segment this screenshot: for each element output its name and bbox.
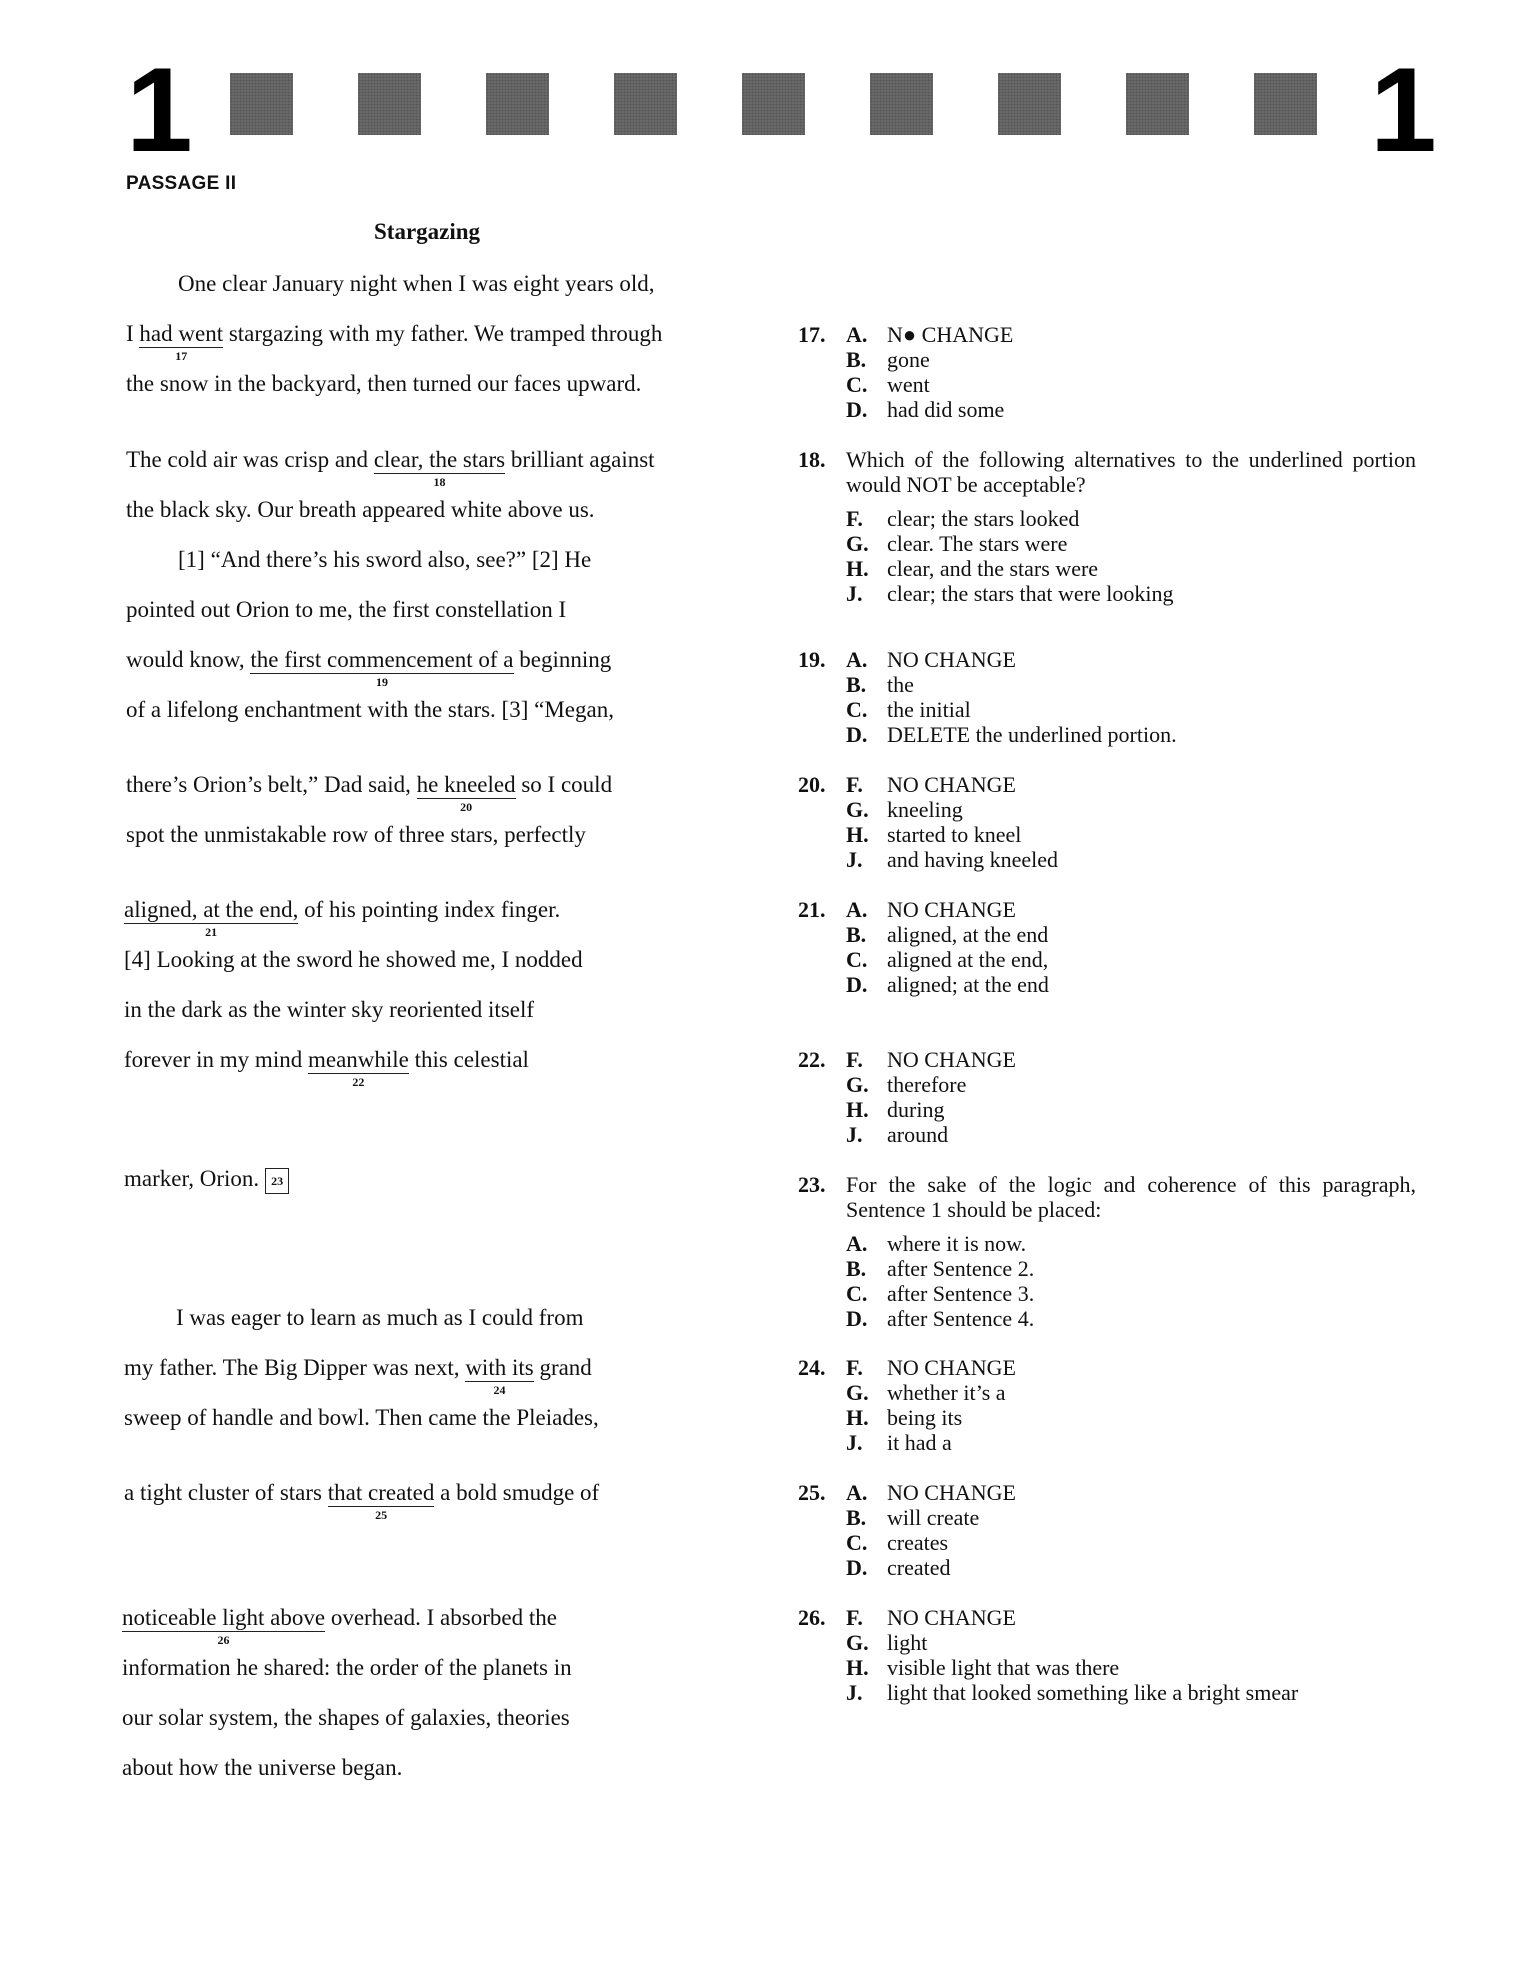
- passage-line: would know, the first commencement of a 19 beginning: [126, 647, 612, 689]
- answer-option[interactable]: D. aligned; at the end: [846, 972, 1049, 997]
- passage-line: forever in my mind meanwhile 22 this celestial: [124, 1047, 529, 1089]
- passage-line: in the dark as the winter sky reoriented itself: [124, 997, 535, 1022]
- passage-line: One clear January night when I was eight years old,: [178, 271, 655, 296]
- answer-option[interactable]: D. had did some: [846, 397, 1005, 422]
- question-stem: For the sake of the logic and coherence of this paragraph, Sentence 1 should be placed:: [846, 1172, 1416, 1222]
- header-block: [486, 73, 549, 135]
- underlined-portion-26[interactable]: noticeable light above 26: [122, 1605, 326, 1647]
- underlined-portion-25[interactable]: that created 25: [327, 1480, 435, 1522]
- answer-option[interactable]: J. around: [846, 1122, 949, 1147]
- underlined-portion-19[interactable]: the first commencement of a 19: [250, 647, 514, 689]
- passage-line: noticeable light above 26 overhead. I absorbed the: [122, 1605, 557, 1647]
- question-number: 21.: [798, 897, 826, 922]
- passage-line: aligned, at the end, 21 of his pointing index finger.: [124, 897, 561, 939]
- answer-option[interactable]: J. clear; the stars that were looking: [846, 581, 1174, 606]
- answer-option[interactable]: G. whether it’s a: [846, 1380, 1006, 1405]
- passage-line: the black sky. Our breath appeared white above us.: [126, 497, 595, 522]
- passage-line: my father. The Big Dipper was next, with its 24 grand: [124, 1355, 592, 1397]
- header-block: [998, 73, 1061, 135]
- question-number: 18.: [798, 447, 826, 472]
- answer-option[interactable]: D. after Sentence 4.: [846, 1306, 1035, 1331]
- answer-option[interactable]: H. visible light that was there: [846, 1655, 1120, 1680]
- underlined-portion-21[interactable]: aligned, at the end, 21: [124, 897, 299, 939]
- question-number: 23.: [798, 1172, 826, 1197]
- passage-line: of a lifelong enchantment with the stars. [3] “Megan,: [126, 697, 614, 722]
- answer-option[interactable]: A. NO CHANGE: [846, 647, 1016, 672]
- question-number: 25.: [798, 1480, 826, 1505]
- question-number: 26.: [798, 1605, 826, 1630]
- passage-line: information he shared: the order of the planets in: [122, 1655, 572, 1680]
- underlined-portion-22[interactable]: meanwhile 22: [307, 1047, 409, 1089]
- passage-line: pointed out Orion to me, the first constellation I: [126, 597, 567, 622]
- question-stem: Which of the following alternatives to the underlined portion would NOT be acceptable?: [846, 447, 1416, 497]
- answer-option[interactable]: F. NO CHANGE: [846, 1355, 1016, 1380]
- passage-line: marker, Orion. 23: [124, 1167, 289, 1194]
- header-block: [358, 73, 421, 135]
- passage-label: PASSAGE II: [126, 173, 237, 194]
- section-number-left: 1: [126, 43, 189, 177]
- answer-option[interactable]: H. started to kneel: [846, 822, 1022, 847]
- passage-line: sweep of handle and bowl. Then came the Pleiades,: [124, 1405, 599, 1430]
- answer-option[interactable]: B. after Sentence 2.: [846, 1256, 1035, 1281]
- answer-option[interactable]: C. the initial: [846, 697, 971, 722]
- answer-option[interactable]: H. being its: [846, 1405, 963, 1430]
- answer-option[interactable]: B. aligned, at the end: [846, 922, 1049, 947]
- header-block: [614, 73, 677, 135]
- underlined-portion-17[interactable]: had went 17: [139, 321, 224, 363]
- underlined-portion-20[interactable]: he kneeled 20: [416, 772, 516, 814]
- answer-option[interactable]: C. went: [846, 372, 930, 397]
- answer-option[interactable]: C. creates: [846, 1530, 949, 1555]
- question-number: 24.: [798, 1355, 826, 1380]
- answer-option[interactable]: C. aligned at the end,: [846, 947, 1049, 972]
- answer-option[interactable]: B. the: [846, 672, 914, 697]
- question-number: 20.: [798, 772, 826, 797]
- passage-line: there’s Orion’s belt,” Dad said, he kneeled 20 so I could: [126, 772, 613, 814]
- passage-line: The cold air was crisp and clear, the stars 18 brilliant against: [126, 447, 655, 489]
- answer-option[interactable]: D. created: [846, 1555, 951, 1580]
- header-block: [1254, 73, 1317, 135]
- header-block: [1126, 73, 1189, 135]
- answer-option[interactable]: D. DELETE the underlined portion.: [846, 722, 1177, 747]
- passage-line: a tight cluster of stars that created 25 a bold smudge of: [124, 1480, 600, 1522]
- header-block: [230, 73, 293, 135]
- passage-line: [4] Looking at the sword he showed me, I nodded: [124, 947, 583, 972]
- question-number: 22.: [798, 1047, 826, 1072]
- passage-line: the snow in the backyard, then turned our faces upward.: [126, 371, 642, 396]
- underlined-portion-24[interactable]: with its 24: [465, 1355, 534, 1397]
- passage-line: I had went 17 stargazing with my father. We tramped through: [126, 321, 663, 363]
- question-number: 17.: [798, 322, 826, 347]
- answer-option[interactable]: J. it had a: [846, 1430, 952, 1455]
- answer-option[interactable]: H. during: [846, 1097, 945, 1122]
- section-number-right: 1: [1370, 43, 1433, 177]
- answer-option[interactable]: J. light that looked something like a bright smear: [846, 1680, 1299, 1705]
- underlined-portion-18[interactable]: clear, the stars 18: [373, 447, 506, 489]
- question-number: 19.: [798, 647, 826, 672]
- answer-option[interactable]: B. will create: [846, 1505, 980, 1530]
- passage-title: Stargazing: [374, 219, 481, 244]
- answer-option[interactable]: A. where it is now.: [846, 1231, 1027, 1256]
- header-block: [742, 73, 805, 135]
- passage-line: spot the unmistakable row of three stars, perfectly: [126, 822, 586, 847]
- answer-option[interactable]: A. NO CHANGE: [846, 1480, 1016, 1505]
- answer-option[interactable]: F. NO CHANGE: [846, 1605, 1016, 1630]
- passage-line: [1] “And there’s his sword also, see?” [2] He: [178, 547, 592, 572]
- answer-option[interactable]: H. clear, and the stars were: [846, 556, 1099, 581]
- question-box-23[interactable]: 23: [265, 1168, 289, 1194]
- passage-line: about how the universe began.: [122, 1755, 403, 1780]
- answer-option[interactable]: F. NO CHANGE: [846, 1047, 1016, 1072]
- answer-option[interactable]: G. clear. The stars were: [846, 531, 1068, 556]
- answer-option[interactable]: A. NO CHANGE: [846, 897, 1016, 922]
- answer-option[interactable]: G. light: [846, 1630, 928, 1655]
- answer-option[interactable]: J. and having kneeled: [846, 847, 1059, 872]
- answer-option[interactable]: A. N● CHANGE: [846, 322, 1014, 347]
- answer-option[interactable]: G. kneeling: [846, 797, 963, 822]
- answer-option[interactable]: F. clear; the stars looked: [846, 506, 1080, 531]
- header-block: [870, 73, 933, 135]
- answer-option[interactable]: B. gone: [846, 347, 930, 372]
- passage-line: our solar system, the shapes of galaxies, theories: [122, 1705, 570, 1730]
- passage-line: I was eager to learn as much as I could from: [176, 1305, 584, 1330]
- answer-option[interactable]: C. after Sentence 3.: [846, 1281, 1035, 1306]
- answer-option[interactable]: F. NO CHANGE: [846, 772, 1016, 797]
- answer-option[interactable]: G. therefore: [846, 1072, 967, 1097]
